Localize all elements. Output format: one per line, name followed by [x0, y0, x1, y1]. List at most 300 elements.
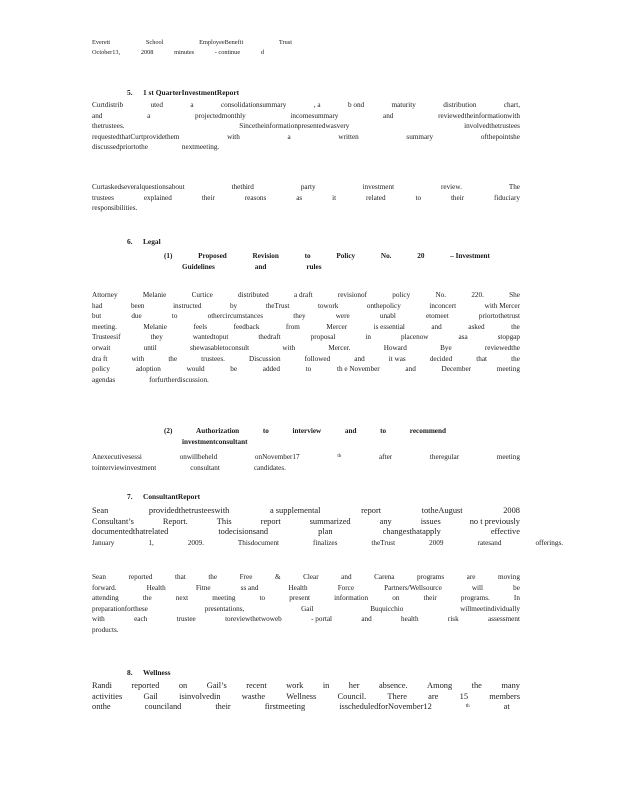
word: that: [175, 573, 186, 581]
word: adoption: [135, 365, 161, 374]
word: proposal: [310, 333, 336, 342]
word: feedback: [233, 322, 260, 331]
word: providedthetrusteeswith: [148, 506, 230, 515]
word: d: [260, 49, 264, 56]
word: they: [150, 333, 163, 342]
text-line: [92, 311, 520, 322]
word: assessment: [488, 615, 520, 624]
word: were: [335, 312, 350, 321]
word: in: [322, 681, 330, 690]
word: work: [286, 681, 304, 690]
word: responsibilities.: [92, 204, 138, 213]
text-line: [92, 452, 520, 463]
word: EmployeeBenefit: [199, 39, 244, 46]
word: January: [92, 538, 115, 547]
word: thedraft: [258, 333, 281, 342]
text-line: [92, 517, 520, 528]
word: to: [415, 193, 422, 202]
word: onNovember17: [254, 453, 300, 461]
word: party: [300, 183, 316, 191]
word: In: [513, 594, 520, 603]
word: meeting: [496, 453, 520, 461]
word: th: [337, 454, 342, 459]
word: review.: [441, 183, 462, 191]
word: wasthe: [241, 691, 266, 701]
word: Sean: [92, 506, 109, 515]
subsection-title-line-1: [164, 251, 490, 262]
word: are: [428, 691, 439, 701]
word: they: [293, 312, 306, 321]
word: Force: [337, 583, 355, 592]
section-6-paragraph-1: [92, 290, 520, 385]
text-line: [92, 583, 520, 594]
word: the: [511, 322, 520, 331]
word: incomesummary: [290, 111, 339, 120]
word: No.: [380, 252, 392, 260]
text-line: [92, 100, 520, 111]
word: written: [338, 132, 359, 141]
word: onthepolicy: [366, 301, 401, 310]
word: reviewedthe: [484, 343, 520, 352]
word: their: [215, 702, 231, 712]
word: on: [178, 681, 188, 690]
word: it was: [388, 354, 406, 363]
word: December: [441, 365, 472, 374]
word: as: [296, 193, 303, 202]
word: at: [503, 702, 510, 712]
word: no t previously: [469, 516, 520, 526]
word: policy: [92, 365, 110, 374]
word: Report.: [162, 516, 188, 526]
word: after: [378, 453, 393, 461]
word: discussedpriortothe: [92, 143, 148, 152]
section-8-paragraph-1: [92, 681, 520, 713]
word: 15: [459, 691, 469, 701]
text-line: [92, 593, 520, 604]
word: tointerviewinvestment: [92, 463, 157, 472]
word: October13,: [92, 49, 121, 56]
word: trustee: [176, 615, 196, 624]
word: (1): [164, 252, 173, 260]
word: Discussion: [249, 354, 281, 363]
word: theTrust: [371, 538, 396, 547]
word: Mercer: [326, 322, 348, 331]
word: added: [262, 365, 280, 374]
word: from: [285, 322, 300, 331]
word: fiduciary: [494, 193, 520, 202]
word: and: [254, 262, 267, 271]
word: Curtaskedseveralquestionsabout: [92, 183, 185, 191]
word: forfurtherdiscussion.: [149, 375, 209, 384]
word: Mercer.: [328, 343, 351, 352]
header-line-1: [92, 38, 292, 48]
word: their: [423, 594, 437, 603]
section-number: 5.: [127, 88, 133, 97]
word: trustees.: [201, 354, 225, 363]
section-title: Wellness: [143, 668, 171, 677]
word: Melanie: [143, 322, 167, 331]
text-line: [92, 301, 520, 312]
text-line: [92, 364, 520, 375]
word: b ond: [347, 101, 365, 109]
word: 2009: [429, 538, 444, 547]
word: todecisionsand: [218, 527, 269, 537]
section-5-paragraph-2: [92, 182, 520, 214]
word: isinvolvedin: [179, 691, 221, 701]
word: onwillbeheld: [179, 453, 218, 461]
word: the: [471, 681, 482, 690]
word: Gail: [143, 691, 158, 701]
word: inconcert: [429, 301, 457, 310]
word: Bye: [440, 343, 452, 352]
word: wantedtoput: [192, 333, 229, 342]
word: – Investment: [450, 252, 490, 260]
word: - continue: [214, 49, 241, 56]
word: in: [365, 333, 371, 342]
text-line: [92, 322, 520, 333]
word: that: [476, 354, 488, 363]
text-line: [92, 343, 520, 354]
word: Randi: [92, 681, 113, 690]
word: th: [465, 704, 470, 710]
word: the: [168, 354, 178, 363]
word: Anexecutivesessi: [92, 453, 142, 461]
word: candidates.: [253, 463, 286, 472]
word: consultant: [190, 463, 220, 472]
word: policy: [392, 291, 411, 299]
word: counciland: [144, 702, 182, 712]
word: interview: [292, 427, 322, 435]
word: uted: [150, 101, 163, 109]
word: each: [134, 615, 148, 624]
word: asked: [468, 322, 485, 331]
word: Everett: [92, 39, 111, 46]
word: feels: [193, 322, 208, 331]
word: reported: [131, 681, 160, 690]
word: will: [471, 583, 484, 592]
word: offerings.: [535, 538, 564, 547]
word: 2008: [503, 506, 520, 515]
word: Policy: [336, 252, 356, 260]
word: Sincetheinformationpresentedwasvery: [239, 122, 350, 131]
word: the: [208, 573, 218, 581]
word: This: [216, 516, 232, 526]
word: any: [379, 516, 392, 526]
word: it: [332, 193, 337, 202]
word: Revision: [252, 252, 279, 260]
word: revisionof: [337, 291, 367, 299]
word: etomeet: [425, 312, 449, 321]
word: Health: [288, 583, 308, 592]
section-7-heading: [127, 492, 200, 501]
word: placenow: [400, 333, 429, 342]
word: information: [334, 594, 369, 603]
word: dra ft: [92, 354, 108, 363]
running-header: [92, 38, 292, 58]
word: The: [508, 183, 520, 191]
subsection-title-line-2: [164, 262, 490, 273]
word: chart,: [503, 101, 520, 109]
word: moving: [497, 573, 520, 581]
word: Health: [146, 583, 166, 592]
word: towork: [317, 301, 339, 310]
text-line: [92, 604, 520, 615]
word: ss and: [240, 583, 259, 592]
word: firstmeeting: [264, 702, 306, 712]
word: Thisdocument: [237, 538, 280, 547]
word: presentations,: [204, 604, 245, 613]
word: Authorization: [196, 427, 240, 435]
word: plan: [318, 527, 333, 537]
section-title: ConsultantReport: [143, 492, 201, 501]
section-7-paragraph-2: [92, 572, 520, 636]
word: School: [145, 39, 164, 46]
word: recommend: [409, 427, 446, 435]
word: and: [341, 573, 352, 581]
word: be: [513, 583, 520, 592]
word: absence.: [378, 681, 408, 690]
word: and: [354, 354, 365, 363]
header-line-2: [92, 48, 264, 58]
word: onthe: [92, 702, 111, 712]
section-title: Legal: [143, 237, 161, 246]
word: - portal: [311, 615, 333, 624]
word: rules: [306, 262, 322, 271]
word: changesthatapply: [382, 527, 441, 537]
word: explained: [143, 193, 172, 202]
word: &: [274, 573, 281, 581]
word: to: [262, 427, 269, 435]
word: and: [344, 427, 357, 435]
word: decided: [429, 354, 453, 363]
text-line: [92, 681, 520, 692]
section-number: 6.: [127, 237, 133, 246]
word: Curtice: [191, 291, 213, 299]
subsection-title-line-1: [164, 426, 446, 437]
word: the: [511, 354, 520, 363]
word: documentedthatrelated: [92, 527, 169, 537]
word: to: [305, 365, 312, 374]
word: trustees: [92, 193, 114, 202]
word: 2008: [140, 49, 154, 56]
word: Carena: [374, 573, 395, 581]
text-line: [92, 702, 520, 713]
word: othercircumstances: [207, 312, 264, 321]
word: next: [175, 594, 189, 603]
word: projectedmonthly: [195, 111, 246, 120]
word: theregular: [429, 453, 460, 461]
word: until: [143, 343, 157, 352]
word: products.: [92, 625, 119, 634]
word: There: [387, 691, 407, 701]
word: with: [282, 343, 296, 352]
word: to: [171, 312, 178, 321]
word: report: [361, 506, 382, 515]
word: Free: [239, 573, 253, 581]
word: shewasabletoconsult: [190, 343, 250, 352]
word: ofthepointshe: [480, 132, 520, 141]
word: with Mercer: [484, 301, 520, 310]
subsection-6-1: [164, 251, 490, 272]
word: followed: [304, 354, 331, 363]
word: minutes: [174, 49, 195, 56]
word: and: [92, 111, 103, 120]
word: Curtdistrib: [92, 101, 124, 109]
word: had: [92, 301, 103, 310]
word: Gail: [301, 604, 314, 613]
word: finalizes: [313, 538, 338, 547]
text-line: [92, 625, 520, 636]
word: by: [229, 301, 238, 310]
word: toreviewthetwoweb: [225, 615, 282, 624]
section-number: 7.: [127, 492, 133, 501]
text-line: [92, 203, 520, 214]
word: 1,: [148, 538, 154, 547]
word: Partners/Wellsource: [384, 583, 442, 592]
word: 2009.: [187, 538, 204, 547]
word: programs.: [460, 594, 490, 603]
word: Trust: [278, 39, 292, 46]
word: to: [259, 594, 266, 603]
section-number: 8.: [127, 668, 133, 677]
word: to: [304, 252, 311, 260]
word: (2): [164, 427, 173, 435]
word: issues: [420, 516, 441, 526]
word: agendas: [92, 375, 116, 384]
word: unabl: [379, 312, 396, 321]
text-line: [92, 614, 520, 625]
word: with: [131, 354, 145, 363]
section-title: 1 st QuarterInvestmentReport: [143, 88, 240, 97]
word: involvedthetrustees: [464, 122, 520, 131]
word: ratesand: [477, 538, 502, 547]
word: due: [131, 312, 142, 321]
word: She: [509, 291, 520, 299]
word: Fitne: [195, 583, 211, 592]
word: Clear: [303, 573, 319, 581]
word: would: [186, 365, 205, 374]
word: totheAugust: [421, 506, 463, 515]
word: programs: [416, 573, 445, 581]
word: No.: [435, 291, 447, 299]
word: with: [92, 615, 105, 624]
word: to: [380, 427, 387, 435]
word: a: [287, 132, 291, 141]
word: a: [147, 111, 151, 120]
word: on: [392, 594, 400, 603]
word: attending: [92, 594, 119, 603]
word: report: [260, 516, 281, 526]
word: asa: [458, 333, 468, 342]
word: meeting.: [92, 322, 117, 331]
word: th e November: [336, 365, 380, 374]
text-line: [92, 538, 564, 549]
word: Wellness: [286, 691, 317, 701]
word: nextmeeting.: [181, 143, 220, 152]
word: distribution: [443, 101, 477, 109]
word: isscheduledforNovember12: [339, 702, 432, 712]
word: related: [366, 193, 386, 202]
text-line: [92, 463, 520, 474]
word: and: [361, 615, 372, 624]
word: preparationforthese: [92, 604, 148, 613]
word: Among: [427, 681, 453, 690]
word: recent: [246, 681, 267, 690]
word: a supplemental: [269, 506, 321, 515]
text-line: [92, 375, 520, 386]
word: orwait: [92, 343, 111, 352]
word: summarized: [309, 516, 351, 526]
word: Council.: [337, 691, 367, 701]
word: Proposed: [198, 252, 227, 260]
word: thethird: [231, 183, 254, 191]
word: distributed: [238, 291, 269, 299]
text-line: [92, 572, 520, 583]
subsection-title-line-2: [164, 437, 446, 448]
word: requestedthatCurtprovidethem: [92, 132, 180, 141]
text-line: [92, 142, 520, 153]
word: 20: [417, 252, 425, 260]
word: with: [227, 132, 240, 141]
word: her: [348, 681, 360, 690]
word: many: [501, 681, 520, 690]
text-line: [92, 290, 520, 301]
word: reviewedtheinformationwith: [438, 111, 520, 120]
word: risk: [447, 615, 459, 624]
word: and: [431, 322, 442, 331]
word: investmentconsultant: [182, 437, 248, 446]
word: a draft: [294, 291, 313, 299]
word: and: [383, 111, 394, 120]
word: Consultant’s: [92, 516, 134, 526]
word: summary: [406, 132, 434, 141]
word: forward.: [92, 583, 117, 592]
text-line: [92, 132, 520, 143]
word: maturity: [391, 101, 416, 109]
word: Attorney: [92, 291, 118, 299]
text-line: [92, 527, 520, 538]
word: present: [289, 594, 311, 603]
text-line: [92, 354, 520, 365]
section-5-heading: [127, 88, 239, 97]
section-6-heading: [127, 237, 161, 246]
text-line: [92, 506, 520, 517]
word: stopgap: [497, 333, 520, 342]
subsection-6-2: [164, 426, 446, 447]
text-line: [92, 111, 520, 122]
word: theTrust: [265, 301, 290, 310]
word: a: [190, 101, 194, 109]
word: Melanie: [142, 291, 167, 299]
word: priortothetrust: [478, 312, 520, 321]
word: be: [230, 365, 238, 374]
word: investment: [362, 183, 395, 191]
word: meeting: [212, 594, 236, 603]
word: willmeetindividually: [460, 604, 520, 613]
text-line: [92, 332, 520, 343]
word: Buquicchio: [370, 604, 404, 613]
word: Guidelines: [182, 262, 215, 271]
word: are: [466, 573, 476, 581]
word: thetrustees.: [92, 122, 125, 131]
word: meeting: [496, 365, 520, 374]
section-5-paragraph-1: [92, 100, 520, 153]
word: effective: [490, 527, 520, 537]
word: but: [92, 312, 102, 321]
word: Howard: [383, 343, 407, 352]
section-8-heading: [127, 668, 171, 677]
word: and: [405, 365, 416, 374]
